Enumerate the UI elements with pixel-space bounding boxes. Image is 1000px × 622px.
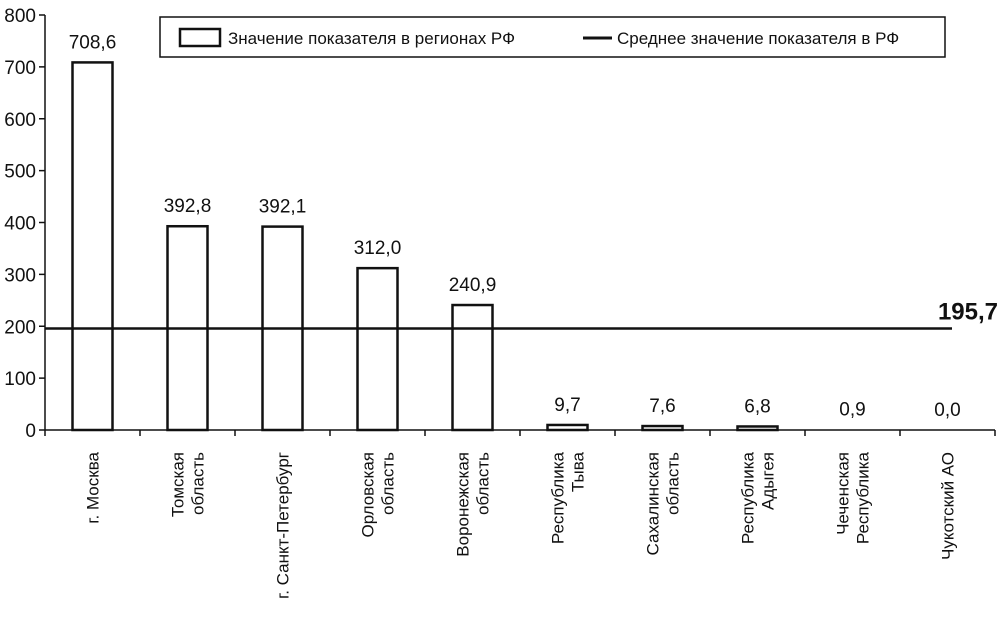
x-category-label: Чеченская [833, 452, 853, 535]
bar [738, 426, 778, 430]
y-tick-label: 400 [4, 213, 36, 235]
legend-bar-swatch [180, 29, 220, 46]
bar [453, 305, 493, 430]
x-category-label: Сахалинская [643, 452, 663, 556]
bar-value-label: 9,7 [554, 394, 581, 416]
x-category-label: Республика [853, 452, 873, 545]
y-tick-label: 100 [4, 369, 36, 391]
x-category-label: область [663, 452, 683, 515]
x-category-label: Тыва [568, 452, 588, 493]
bar-value-label: 7,6 [649, 396, 676, 418]
x-category-label: Адыгея [758, 452, 778, 510]
x-category-label: г. Санкт-Петербург [273, 452, 293, 599]
chart-bars [69, 32, 961, 598]
bar [73, 62, 113, 430]
y-tick-label: 0 [25, 421, 36, 442]
bar [358, 268, 398, 430]
bar-value-label: 0,0 [934, 400, 961, 421]
x-category-label: Чукотский АО [938, 452, 958, 560]
x-category-label: г. Москва [83, 452, 103, 524]
y-tick-label: 600 [4, 109, 36, 131]
x-category-label: область [378, 452, 398, 515]
average-value-label: 195,7 [937, 298, 998, 326]
y-tick-label: 300 [4, 265, 36, 287]
y-tick-label: 200 [4, 317, 36, 339]
bar-value-label: 240,9 [448, 275, 497, 297]
y-tick-label: 800 [4, 6, 36, 27]
bar-value-label: 392,1 [258, 196, 307, 218]
x-category-label: область [473, 452, 493, 515]
y-tick-label: 700 [4, 57, 36, 79]
legend-bar-label: Значение показателя в регионах РФ [228, 29, 516, 48]
legend [160, 17, 945, 57]
legend-line-label: Среднее значение показателя в РФ [617, 29, 900, 48]
x-category-label: область [188, 452, 208, 515]
bar [643, 426, 683, 430]
x-category-label: Томская [168, 452, 188, 518]
x-category-label: Орловская [358, 452, 378, 538]
chart-axes [4, 6, 995, 442]
x-category-label: Воронежская [453, 452, 473, 557]
y-tick-label: 500 [4, 161, 36, 183]
bar-value-label: 6,8 [744, 396, 771, 418]
bar-value-label: 0,9 [839, 399, 866, 421]
x-category-label: Республика [548, 452, 568, 545]
bar-value-label: 708,6 [68, 32, 117, 54]
bar-value-label: 392,8 [163, 196, 212, 218]
x-category-label: Республика [738, 452, 758, 545]
bar [548, 425, 588, 430]
bar-value-label: 312,0 [353, 238, 402, 260]
